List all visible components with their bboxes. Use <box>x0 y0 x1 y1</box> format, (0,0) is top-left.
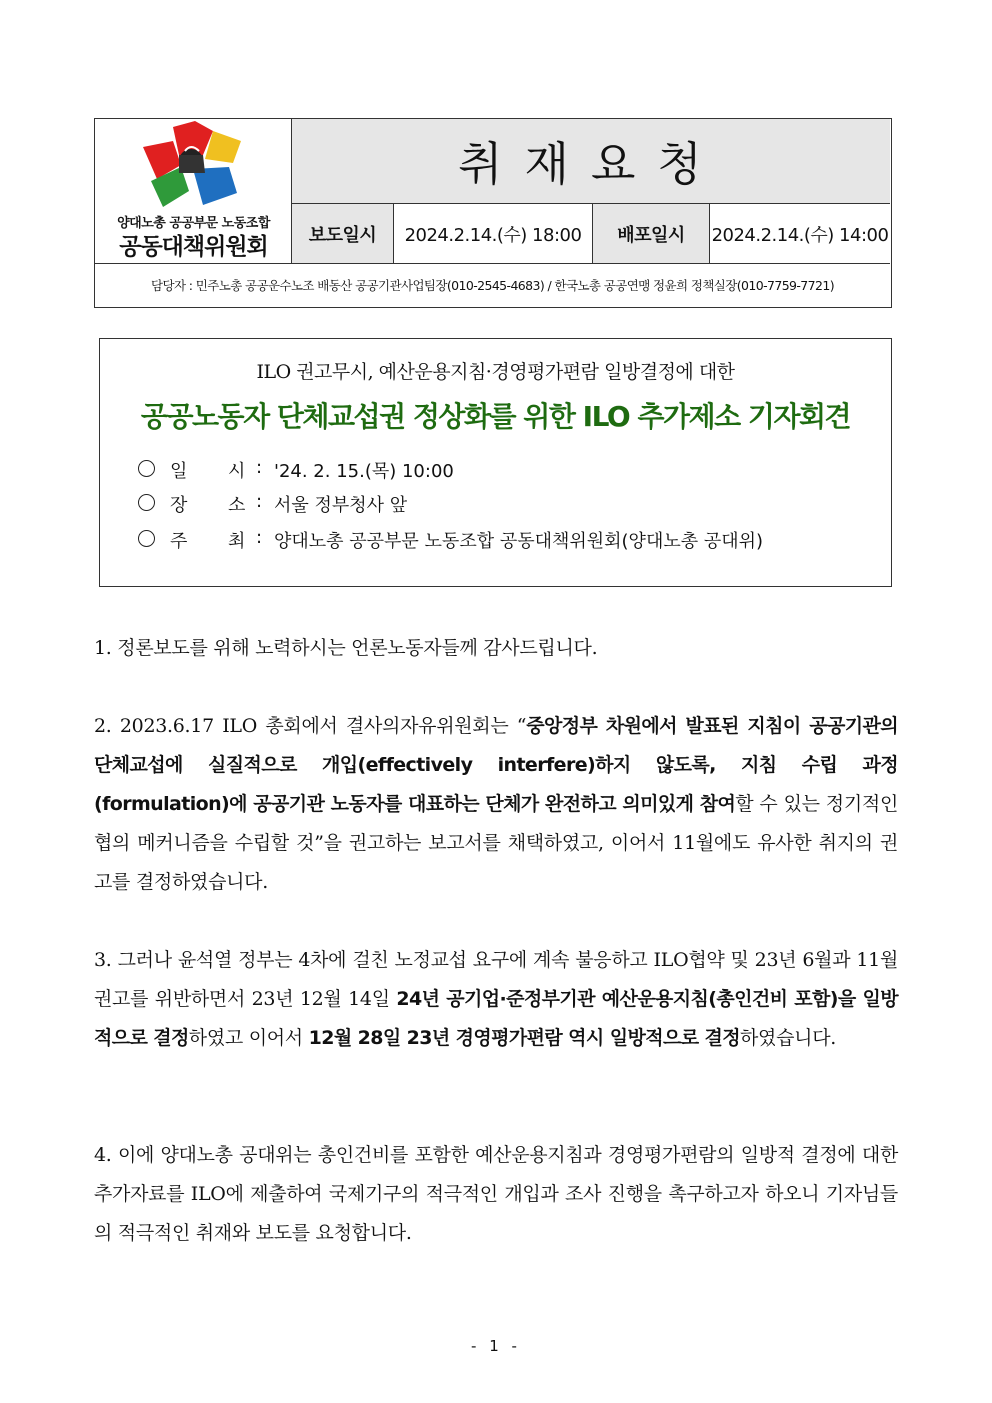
bullet-circle-icon <box>138 494 155 511</box>
event-info-box <box>99 338 892 587</box>
event-item-key: 주 <box>170 531 188 552</box>
contact-info: 담당자 : 민주노총 공공운수노조 배동산 공공기관사업팀장(010-2545-4683) / 한국노총 공공연맹 정윤희 정책실장(010-7759-7721) <box>95 263 890 306</box>
distribution-date-value: 2024.2.14.(수) 14:00 <box>711 224 889 246</box>
event-item-key: 장 <box>170 495 188 516</box>
event-item-key: 소 <box>228 495 246 516</box>
logo-cell <box>95 119 292 263</box>
paragraph-3-text: 3. 그러나 윤석열 정부는 4차에 걸친 노정교섭 요구에 계속 불응하고 ILO협약 및 23년 6월과 11월 권고를 위반하면서 23년 12월 14일 <box>94 949 898 1010</box>
event-item-key: 시 <box>228 461 246 482</box>
event-item-value: 양대노총 공공부문 노동조합 공동대책위원회(양대노총 공대위) <box>274 531 764 552</box>
logo-org-main: 공동대책위원회 <box>119 234 268 260</box>
paragraph-2-emphasis: 중앙정부 차원에서 발표된 지침이 공공기관의 단체교섭에 실질적으로 개입(effectively interfere)하지 않도록, 지침 수립 과정(formulation)에 공공기관 노동자를 대표하는 단체가 완전하고 의미있게 참여 <box>94 715 899 815</box>
event-item-colon: : <box>256 491 263 512</box>
paragraph-3 <box>94 941 898 1058</box>
paragraph-2-text: 할 수 있는 정기적인 협의 메커니즘을 수립할 것”을 권고하는 보고서를 채택하였고, 이어서 11월에도 유사한 취지의 권고를 결정하였습니다. <box>94 793 898 893</box>
event-item-key: 일 <box>170 461 188 482</box>
event-item-value: '24. 2. 15.(목) 10:00 <box>274 461 454 482</box>
bullet-circle-icon <box>138 530 155 547</box>
paragraph-3-emphasis: 12월 28일 23년 경영평가편람 역시 일방적으로 결정 <box>308 1027 740 1049</box>
distribution-date-label: 배포일시 <box>593 204 710 263</box>
event-item-key: 최 <box>228 531 246 552</box>
date-info-row <box>292 204 890 263</box>
event-item-colon: : <box>256 457 263 478</box>
paragraph-2-text: 2. 2023.6.17 ILO 총회에서 결사의자유위원회는 “ <box>94 715 527 737</box>
event-title: 공공노동자 단체교섭권 정상화를 위한 ILO 추가제소 기자회견 <box>140 400 851 433</box>
event-subtitle: ILO 권고무시, 예산운용지침·경영평가편람 일방결정에 대한 <box>256 361 735 383</box>
event-item-value: 서울 정부청사 앞 <box>274 495 408 516</box>
paragraph-4: 4. 이에 양대노총 공대위는 총인건비를 포함한 예산운용지침과 경영평가편람의 일방적 결정에 대한 추가자료를 ILO에 제출하여 국제기구의 적극적인 개입과 조사 진행을 촉구하고자 하오니 기자님들의 적극적인 취재와 보도를 요청합니다. <box>94 1144 898 1244</box>
page-number: - 1 - <box>471 1337 521 1355</box>
page-title: 취재요청 <box>292 119 890 204</box>
header-table <box>94 118 892 308</box>
report-date-label: 보도일시 <box>292 204 394 263</box>
union-logo-icon <box>133 121 253 213</box>
event-item-colon: : <box>256 527 263 548</box>
bullet-circle-icon <box>138 460 155 477</box>
paragraph-1: 1. 정론보도를 위해 노력하시는 언론노동자들께 감사드립니다. <box>94 637 598 659</box>
paragraph-3-text: 하였고 이어서 <box>188 1027 309 1049</box>
paragraph-3-text: 하였습니다. <box>740 1027 837 1049</box>
logo-org-sub: 양대노총 공공부문 노동조합 <box>117 216 270 231</box>
paragraph-3-emphasis: 24년 공기업·준정부기관 예산운용지침(총인건비 포함)을 일방적으로 결정 <box>94 988 898 1049</box>
paragraph-2 <box>94 707 898 902</box>
report-date-value: 2024.2.14.(수) 18:00 <box>394 204 593 263</box>
